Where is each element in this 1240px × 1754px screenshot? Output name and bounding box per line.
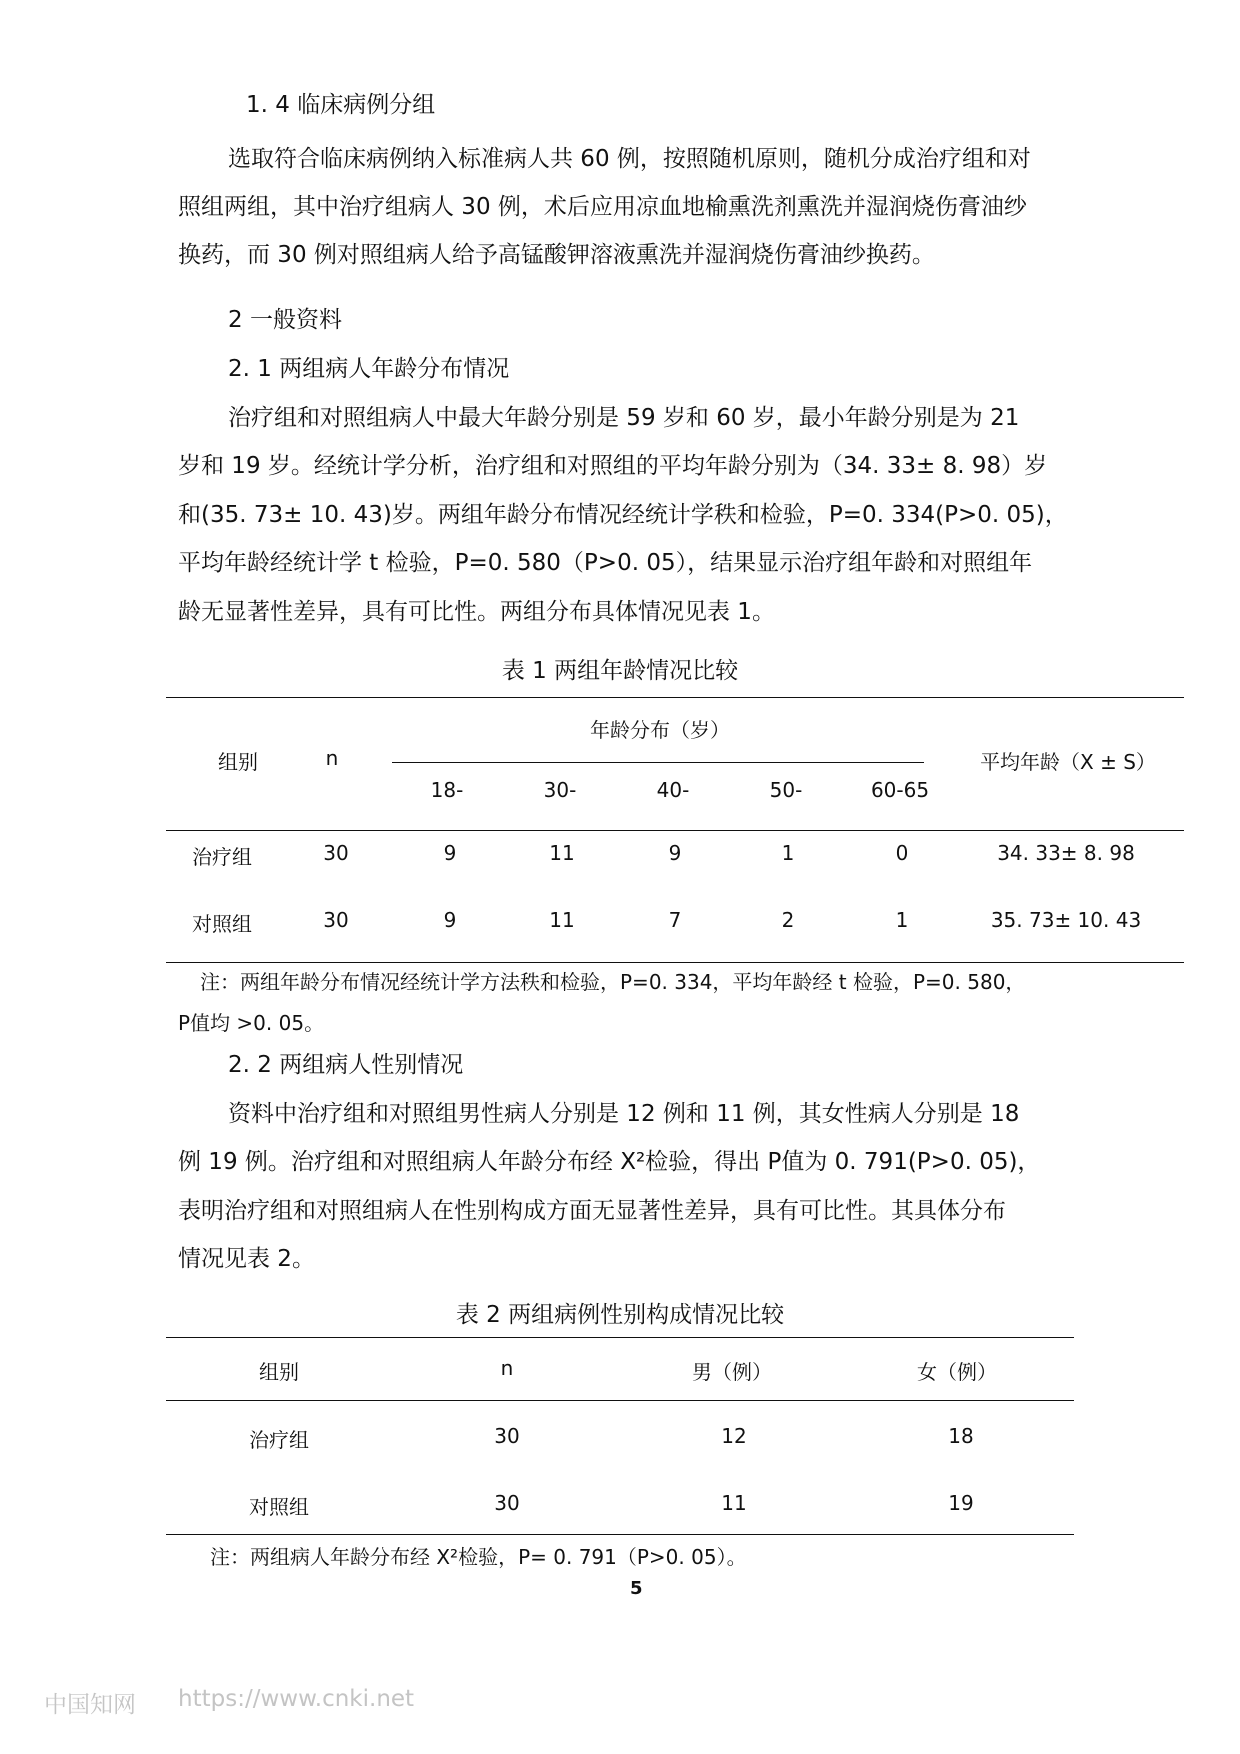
- table2-bottom-rule: [166, 1534, 1074, 1535]
- table1-header-bin: 50-: [769, 778, 803, 802]
- table2-cell-n: 30: [494, 1491, 520, 1515]
- table1-cell-group: 对照组: [192, 912, 252, 936]
- section-2-1-heading: 2. 1 两组病人年龄分布情况: [228, 356, 510, 382]
- table1-cell-mean: 35. 73± 10. 43: [990, 908, 1142, 932]
- table1-header-bin: 40-: [656, 778, 690, 802]
- table1-cell-bin: 2: [781, 908, 795, 932]
- cnki-url-link[interactable]: https://www.cnki.net: [178, 1686, 415, 1712]
- table1-cell-bin: 9: [443, 841, 457, 865]
- cnki-watermark: 中国知网: [44, 1692, 136, 1718]
- table2-header-female: 女（例）: [917, 1360, 997, 1384]
- table1-cell-group: 治疗组: [192, 845, 252, 869]
- section-2-heading: 2 一般资料: [228, 307, 342, 333]
- table2-header-rule: [166, 1400, 1074, 1401]
- table1-cell-bin: 9: [668, 841, 682, 865]
- page-number: 5: [630, 1578, 643, 1599]
- paragraph-line: 表明治疗组和对照组病人在性别构成方面无显著性差异，具有可比性。其具体分布: [178, 1198, 1006, 1224]
- table2-header-n: n: [500, 1356, 514, 1380]
- paragraph-line: 资料中治疗组和对照组男性病人分别是 12 例和 11 例，其女性病人分别是 18: [228, 1101, 1020, 1127]
- table1-cell-bin: 1: [781, 841, 795, 865]
- table1-header-bin: 60-65: [870, 778, 930, 802]
- table1-bottom-rule: [166, 962, 1184, 963]
- table1-span-rule: [392, 762, 924, 763]
- section-2-2-heading: 2. 2 两组病人性别情况: [228, 1052, 464, 1078]
- table2-top-rule: [166, 1337, 1074, 1338]
- paragraph-line: 岁和 19 岁。经统计学分析，治疗组和对照组的平均年龄分别为（34. 33± 8. 98）岁: [178, 453, 1048, 479]
- table1-top-rule: [166, 697, 1184, 698]
- paragraph-line: 例 19 例。治疗组和对照组病人年龄分布经 X²检验，得出 P值为 0. 791(P>0. 05)，: [178, 1149, 1041, 1175]
- table1-header-group: 组别: [218, 750, 258, 774]
- table2-header-male: 男（例）: [692, 1360, 772, 1384]
- section-1-4-heading: 1. 4 临床病例分组: [246, 92, 436, 118]
- table1-cell-bin: 11: [549, 908, 575, 932]
- table1-cell-bin: 0: [895, 841, 909, 865]
- paragraph-line: 平均年龄经统计学 t 检验，P=0. 580（P>0. 05），结果显示治疗组年龄和对照组年: [178, 550, 1033, 576]
- paragraph-line: 治疗组和对照组病人中最大年龄分别是 59 岁和 60 岁，最小年龄分别是为 21: [228, 405, 1020, 431]
- table1-cell-bin: 7: [668, 908, 682, 932]
- table1-header-n: n: [325, 746, 339, 770]
- table2-cell-n: 30: [494, 1424, 520, 1448]
- paragraph-line: 龄无显著性差异，具有可比性。两组分布具体情况见表 1。: [178, 599, 775, 625]
- paragraph-line: 换药，而 30 例对照组病人给予高锰酸钾溶液熏洗并湿润烧伤膏油纱换药。: [178, 242, 935, 268]
- table2-note: 注：两组病人年龄分布经 X²检验，P= 0. 791（P>0. 05）。: [210, 1545, 747, 1569]
- table1-header-age-distribution: 年龄分布（岁）: [590, 718, 730, 742]
- table2-cell-group: 对照组: [249, 1495, 309, 1519]
- table1-header-bin: 30-: [543, 778, 577, 802]
- table1-cell-n: 30: [323, 908, 349, 932]
- table1-cell-bin: 11: [549, 841, 575, 865]
- paragraph-line: 照组两组，其中治疗组病人 30 例，术后应用凉血地榆熏洗剂熏洗并湿润烧伤膏油纱: [178, 194, 1027, 220]
- table1-cell-bin: 9: [443, 908, 457, 932]
- table2-cell-female: 19: [948, 1491, 974, 1515]
- paragraph-line: 情况见表 2。: [178, 1246, 315, 1272]
- table1-cell-bin: 1: [895, 908, 909, 932]
- table1-header-bin: 18-: [430, 778, 464, 802]
- paragraph-line: 选取符合临床病例纳入标准病人共 60 例，按照随机原则，随机分成治疗组和对: [228, 146, 1031, 172]
- table1-header-mean-age: 平均年龄（X ± S）: [980, 750, 1156, 774]
- table2-cell-male: 11: [721, 1491, 747, 1515]
- table2-cell-group: 治疗组: [249, 1428, 309, 1452]
- table2-cell-male: 12: [721, 1424, 747, 1448]
- paragraph-line: 和(35. 73± 10. 43)岁。两组年龄分布情况经统计学秩和检验，P=0. 334(P>0. 05)，: [178, 502, 1068, 528]
- table1-cell-mean: 34. 33± 8. 98: [997, 841, 1135, 865]
- table1-header-rule: [166, 830, 1184, 831]
- table2-cell-female: 18: [948, 1424, 974, 1448]
- table2-caption: 表 2 两组病例性别构成情况比较: [455, 1302, 785, 1328]
- table1-note: P值均 >0. 05。: [178, 1011, 325, 1035]
- table1-caption: 表 1 两组年龄情况比较: [501, 658, 739, 684]
- table2-header-group: 组别: [259, 1360, 299, 1384]
- table1-cell-n: 30: [323, 841, 349, 865]
- table1-note: 注：两组年龄分布情况经统计学方法秩和检验，P=0. 334，平均年龄经 t 检验，P=0. 580，: [200, 970, 1026, 994]
